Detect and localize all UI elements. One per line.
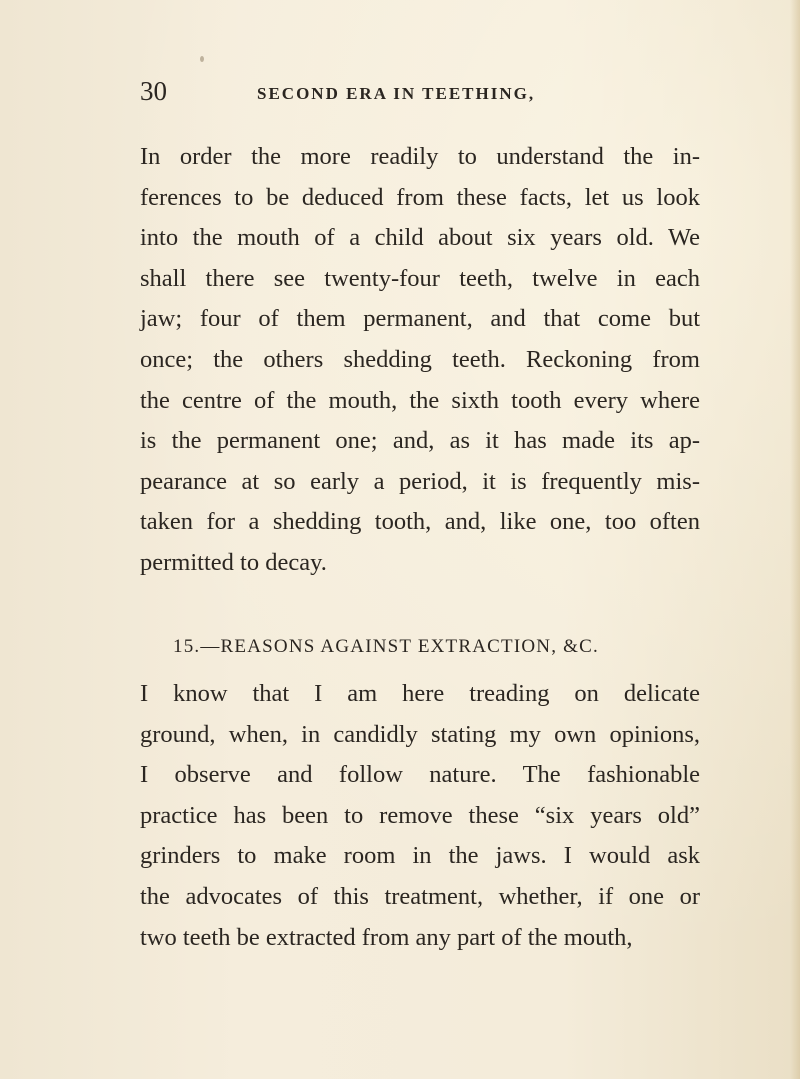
running-head: SECOND ERA IN TEETHING, bbox=[257, 84, 536, 103]
text-line: ground, when, in candidly stating my own opinions, bbox=[140, 720, 700, 748]
text-line: the centre of the mouth, the sixth tooth every where bbox=[140, 386, 700, 414]
text-line: I observe and follow nature. The fashionable bbox=[140, 761, 700, 789]
text-line: I know that I am here treading on delicate bbox=[140, 680, 700, 707]
text-line: permitted to decay. bbox=[140, 548, 327, 576]
text-line: In order the more readily to understand the in- bbox=[140, 143, 700, 170]
section-heading: 15.—REASONS AGAINST EXTRACTION, &C. bbox=[173, 636, 599, 657]
page-header bbox=[140, 76, 700, 116]
paper-speck bbox=[200, 56, 204, 62]
paragraph-2 bbox=[140, 674, 700, 958]
text-line: shall there see twenty-four teeth, twelve in each bbox=[140, 264, 700, 292]
text-line: grinders to make room in the jaws. I would ask bbox=[140, 842, 700, 870]
text-line: jaw; four of them permanent, and that come but bbox=[140, 305, 700, 333]
paragraph-1 bbox=[140, 137, 700, 584]
text-line: two teeth be extracted from any part of the mouth, bbox=[140, 923, 633, 951]
page-number: 30 bbox=[140, 76, 167, 106]
text-line: is the permanent one; and, as it has made its ap- bbox=[140, 427, 700, 455]
text-line: taken for a shedding tooth, and, like one, too often bbox=[140, 508, 700, 536]
text-line: into the mouth of a child about six years old. We bbox=[140, 224, 700, 252]
page-edge-shadow bbox=[790, 0, 800, 1079]
text-line: once; the others shedding teeth. Reckoning from bbox=[140, 345, 700, 373]
text-line: pearance at so early a period, it is frequently mis- bbox=[140, 467, 700, 495]
text-line: the advocates of this treatment, whether, if one or bbox=[140, 882, 700, 910]
text-line: practice has been to remove these “six years old” bbox=[140, 801, 700, 829]
text-line: ferences to be deduced from these facts, let us look bbox=[140, 183, 700, 211]
